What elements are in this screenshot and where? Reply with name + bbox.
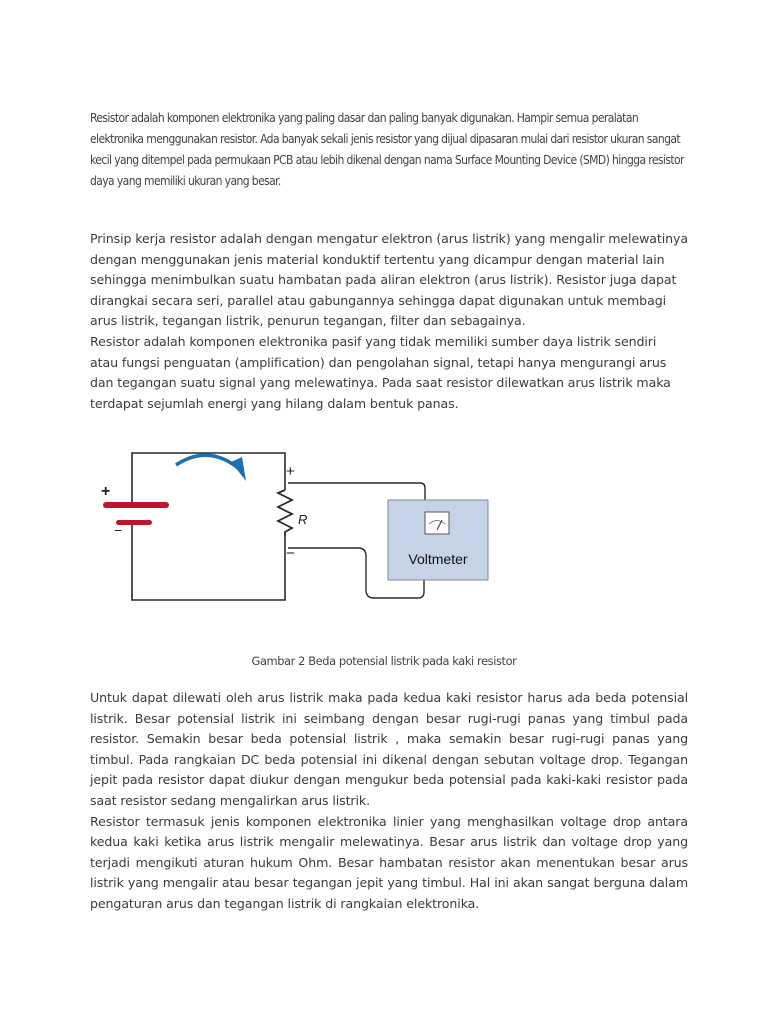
current-arrow [176,455,238,468]
paragraph-group-principle [90,229,688,414]
resistor-minus-sign: − [286,545,295,562]
wire-bottom [132,520,285,600]
paragraph-group-voltage [90,688,688,915]
voltmeter-display [425,512,449,534]
wire-top [132,453,285,505]
resistor-symbol [278,490,292,536]
voltmeter-label: Voltmeter [408,551,468,567]
current-arrowhead [231,457,246,481]
paragraph-intro: Resistor adalah komponen elektronika yang paling dasar dan paling banyak digunakan. Hampir semua peralatan elektronika menggunakan resistor. Ada banyak sekali jenis resistor yang dijual dipasaran mulai dari resistor ukuran sangat kecil yang ditempel pada permukaan PCB atau lebih dikenal dengan nama Surface Mounting Device (SMD) hingga resistor daya yang memiliki ukuran yang besar. [90,111,684,188]
paragraph-working-principle: Prinsip kerja resistor adalah dengan mengatur elektron (arus listrik) yang mengalir melewatinya dengan menggunakan jenis material konduktif tertentu yang dicampur dengan material lain sehingga menimbulkan suatu hambatan pada aliran elektron (arus listrik). Resistor juga dapat dirangkai secara seri, parallel atau gabungannya sehingga dapat digunakan untuk membagi arus listrik, tegangan listrik, penurun tegangan, filter dan sebagainya. [90,231,688,329]
battery-long-plate [103,502,169,508]
meter-lead-positive [288,483,425,500]
paragraph-ohm-law: Resistor termasuk jenis komponen elektronika linier yang menghasilkan voltage drop antara kedua kaki ketika arus listrik mengalir melewatinya. Besar arus listrik dan voltage drop yang terjadi mengikuti aturan hukum Ohm. Besar hambatan resistor akan menentukan besar arus listrik yang mengalir atau besar tegangan jepit yang timbul. Hal ini akan sangat berguna dalam pengaturan arus dan tegangan listrik di rangkaian elektronika. [90,813,688,911]
paragraph-potential-difference: Untuk dapat dilewati oleh arus listrik maka pada kedua kaki resistor harus ada beda potensial listrik. Besar potensial listrik ini seimbang dengan besar rugi-rugi panas yang timbul pada resistor. Semakin besar beda potensial listrik , maka semakin besar rugi-rugi panas yang timbul. Pada rangkaian DC beda potensial ini dikenal dengan sebutan voltage drop. Tegangan jepit pada resistor dapat diukur dengan mengukur beda potensial pada kaki-kaki resistor pada saat resistor sedang mengalirkan arus listrik. [90,690,688,808]
battery-minus-sign: − [114,522,123,538]
resistor-label: R [298,512,308,527]
circuit-diagram [88,440,508,620]
figure-caption: Gambar 2 Beda potensial listrik pada kaki resistor [251,654,517,668]
resistor-plus-sign: + [286,463,295,480]
battery-plus-sign: + [101,483,111,500]
paragraph-passive-component: Resistor adalah komponen elektronika pasif yang tidak memiliki sumber daya listrik sendiri atau fungsi penguatan (amplification) dan pengolahan signal, tetapi hanya mengurangi arus dan tegangan suatu signal yang melewatinya. Pada saat resistor dilewatkan arus listrik maka terdapat sejumlah energi yang hilang dalam bentuk panas. [90,333,671,411]
